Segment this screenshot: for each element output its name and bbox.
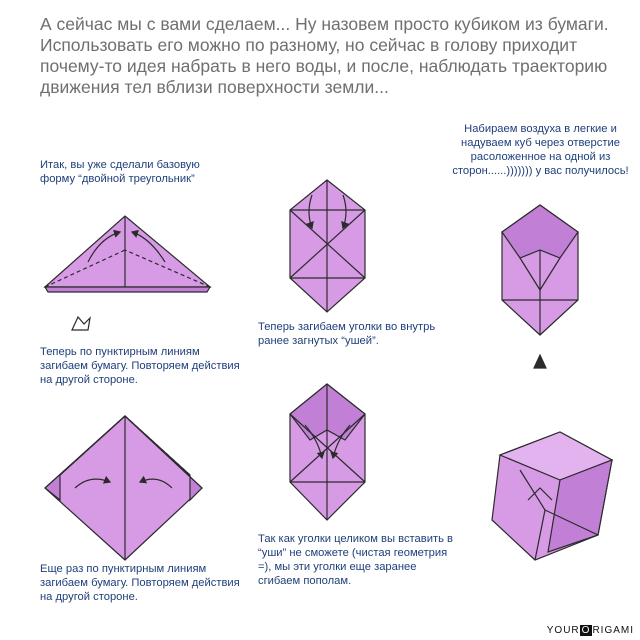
watermark xyxy=(547,625,634,636)
caption-step3: Еще раз по пунктирным линиям загибаем бумагу. Повторяем действия на другой стороне. xyxy=(40,563,240,603)
caption-step4: Теперь загибаем уголки во внутрь ранее загнутых “ушей”. xyxy=(258,321,436,347)
caption-step5: Так как уголки целиком вы вставить в “уши” не сможете (чистая геометрия =), мы эти уголки еще заранее сгибаем пополам. xyxy=(258,533,453,587)
step2-square-figure xyxy=(45,416,202,560)
watermark-prefix: YOUR xyxy=(546,625,580,636)
intro-text: А сейчас мы с вами сделаем... Ну назовем просто кубиком из бумаги. Использовать его можно по разному, но сейчас в голову приходит почему-то идея набрать в него воды, и после, наблюдать траекторию движения тел вблизи поверхности земли... xyxy=(40,14,609,97)
flip-icon xyxy=(72,317,90,330)
step4-hexagon-figure xyxy=(290,384,365,520)
caption-step1: Итак, вы уже сделали базовую форму “двойной треугольник” xyxy=(40,159,200,185)
watermark-logo-letter: O xyxy=(581,625,591,636)
step3-hexagon-figure xyxy=(290,180,365,312)
watermark-suffix: RIGAMI xyxy=(592,625,634,636)
caption-step2: Теперь по пунктирным линиям загибаем бумагу. Повторяем действия на другой стороне. xyxy=(40,346,240,386)
step5-inflate-figure xyxy=(502,205,578,368)
caption-step6: Набираем воздуха в легкие и надуваем куб через отверстие расоложенное на одной из сторон......))))))) у вас получилось! xyxy=(452,123,629,177)
cube-figure xyxy=(492,432,612,560)
step1-triangle-figure xyxy=(45,216,210,292)
